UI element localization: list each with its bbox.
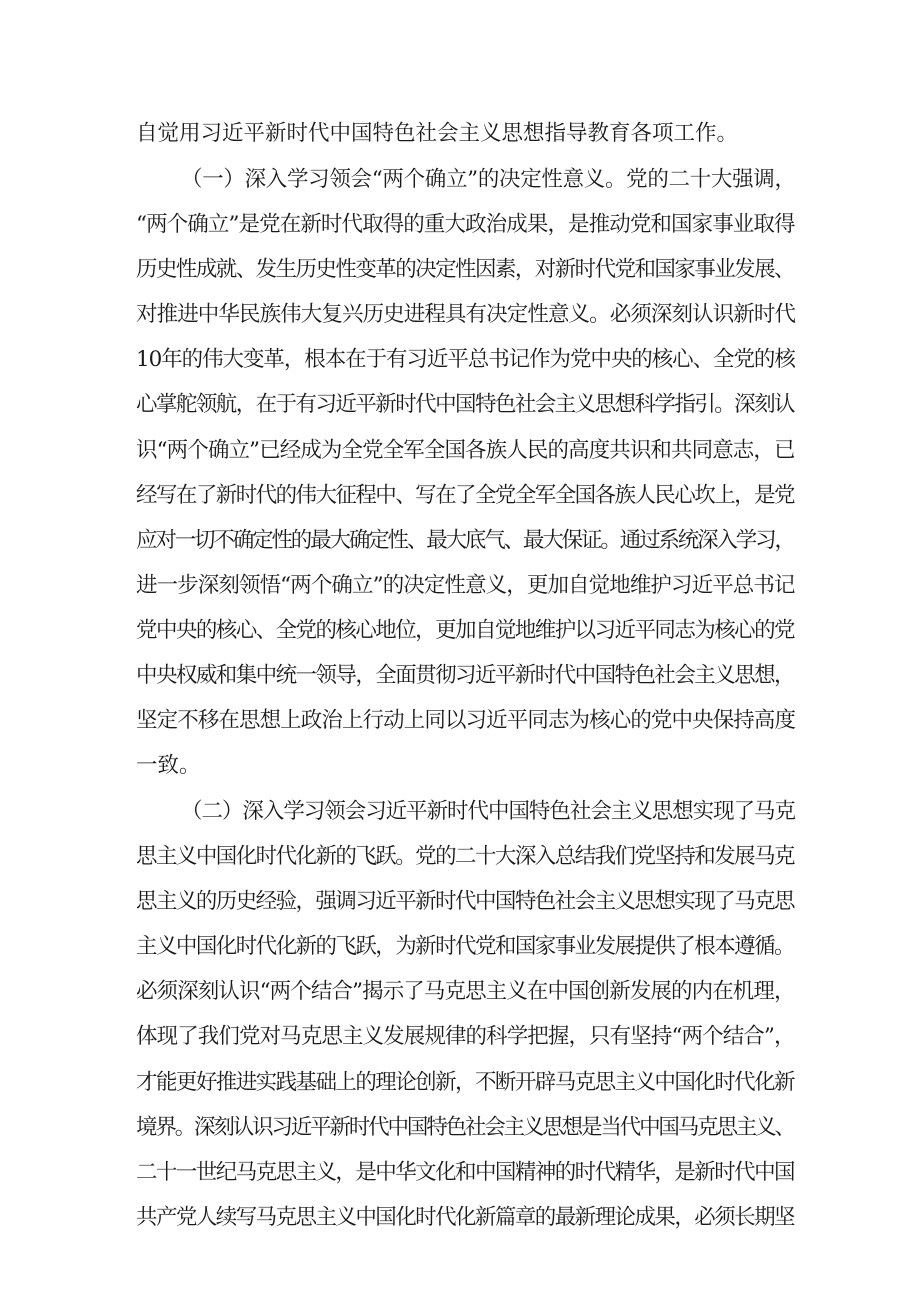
text-line: 经写在了新时代的伟大征程中、写在了全党全军全国各族人民心坎上，是党 <box>136 483 794 508</box>
text-line: 必须深刻认识“两个结合”揭示了马克思主义在中国创新发展的内在机理， <box>136 979 795 1004</box>
text-line: 才能更好推进实践基础上的理论创新，不断开辟马克思主义中国化时代化新 <box>136 1070 794 1095</box>
text-line: 主义中国化时代化新的飞跃，为新时代党和国家事业发展提供了根本遵循。 <box>136 934 794 959</box>
text-line: “两个确立”是党在新时代取得的重大政治成果，是推动党和国家事业取得 <box>136 212 795 237</box>
text-line: 应对一切不确定性的最大确定性、最大底气、最大保证。通过系统深入学习， <box>136 528 794 553</box>
text-line: 境界。深刻认识习近平新时代中国特色社会主义思想是当代中国马克思主义、 <box>136 1115 794 1140</box>
text-line: 思主义的历史经验，强调习近平新时代中国特色社会主义思想实现了马克思 <box>136 889 794 914</box>
text-line: 10年的伟大变革，根本在于有习近平总书记作为党中央的核心、全党的核 <box>136 347 795 372</box>
text-line: 对推进中华民族伟大复兴历史进程具有决定性意义。必须深刻认识新时代 <box>136 302 796 327</box>
text-line: 党中央的核心、全党的核心地位，更加自觉地维护以习近平同志为核心的党 <box>136 618 794 643</box>
text-line: 坚定不移在思想上政治上行动上同以习近平同志为核心的党中央保持高度 <box>136 708 796 733</box>
paragraph-heading-line: （一）深入学习领会“两个确立”的决定性意义。党的二十大强调， <box>181 167 796 192</box>
text-line: 二十一世纪马克思主义，是中华文化和中国精神的时代精华，是新时代中国 <box>136 1160 794 1185</box>
paragraph-heading-line: （二）深入学习领会习近平新时代中国特色社会主义思想实现了马克 <box>181 799 795 824</box>
text-line: 历史性成就、发生历史性变革的决定性因素，对新时代党和国家事业发展、 <box>136 257 794 282</box>
text-line: 中央权威和集中统一领导，全面贯彻习近平新时代中国特色社会主义思想， <box>136 663 794 688</box>
text-line: 思主义中国化时代化新的飞跃。党的二十大深入总结我们党坚持和发展马克 <box>136 844 794 869</box>
text-line: 共产党人续写马克思主义中国化时代化新篇章的最新理论成果，必须长期坚 <box>136 1205 794 1230</box>
text-line: 自觉用习近平新时代中国特色社会主义思想指导教育各项工作。 <box>136 121 739 146</box>
text-line: 体现了我们党对马克思主义发展规律的科学把握，只有坚持“两个结合”， <box>136 1024 795 1049</box>
text-line: 进一步深刻领悟“两个确立”的决定性意义，更加自觉地维护习近平总书记 <box>136 573 795 598</box>
text-line: 一致。 <box>136 753 201 778</box>
text-line: 识“两个确立”已经成为全党全军全国各族人民的高度共识和共同意志，已 <box>136 438 795 463</box>
text-line: 心掌舵领航，在于有习近平新时代中国特色社会主义思想科学指引。深刻认 <box>136 392 794 417</box>
